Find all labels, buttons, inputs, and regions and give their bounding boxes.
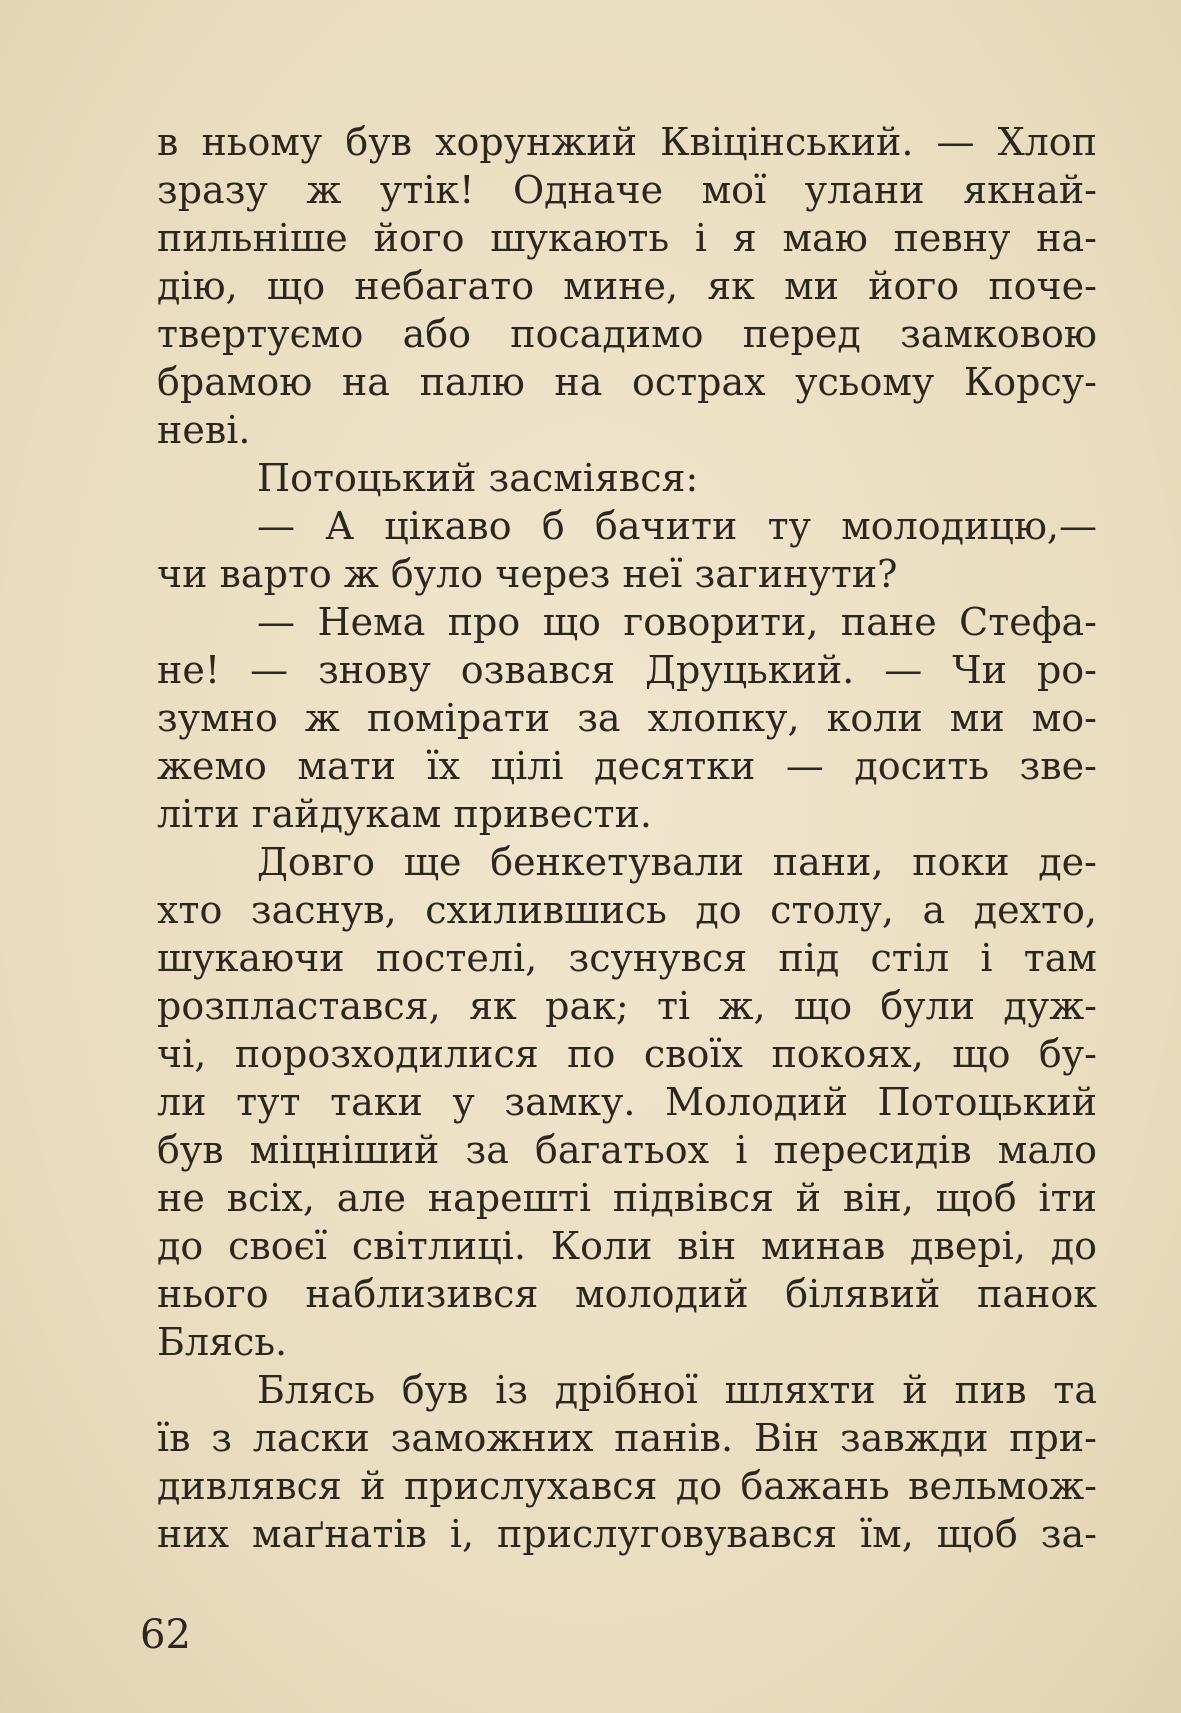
text-line: до своєї світлиці. Коли він минав двері, до <box>157 1224 1097 1268</box>
text-line: Довго ще бенкетували пани, поки де- <box>257 840 1097 884</box>
text-line: пильніше його шукають і я маю певну на- <box>157 216 1097 260</box>
text-line: зумно ж помірати за хлопку, коли ми мо- <box>157 696 1097 740</box>
text-line: дивлявся й прислухався до бажань вельмож- <box>157 1464 1097 1508</box>
text-line: літи гайдукам привести. <box>157 792 652 836</box>
text-line: них маґнатів і, прислуговувався їм, щоб за- <box>157 1512 1097 1556</box>
text-line: твертуємо або посадимо перед замковою <box>157 312 1097 356</box>
text-line: розпластався, як рак; ті ж, що були дуж- <box>157 984 1097 1028</box>
text-line: в ньому був хорунжий Квіцінський. — Хлоп <box>157 120 1097 164</box>
text-line: Блясь. <box>157 1320 288 1364</box>
text-line: чи варто ж було через неї загинути? <box>157 552 898 596</box>
text-line: Блясь був із дрібної шляхти й пив та <box>257 1368 1097 1412</box>
text-line: їв з ласки заможних панів. Він завжди при- <box>157 1416 1097 1460</box>
body-text <box>157 118 1097 1558</box>
text-line: Потоцький засміявся: <box>257 456 699 500</box>
text-line: чі, порозходилися по своїх покоях, що бу- <box>157 1032 1097 1076</box>
text-line: не! — знову озвався Друцький. — Чи ро- <box>157 648 1097 692</box>
text-line: хто заснув, схилившись до столу, а дехто, <box>157 888 1097 932</box>
text-line: був міцніший за багатьох і пересидів мало <box>157 1128 1097 1172</box>
text-line: брамою на палю на острах усьому Корсу- <box>157 360 1097 404</box>
text-line: ли тут таки у замку. Молодий Потоцький <box>157 1080 1097 1124</box>
text-line: неві. <box>157 408 251 452</box>
text-line: не всіх, але нарешті підвівся й він, щоб іти <box>157 1176 1097 1220</box>
text-line: жемо мати їх цілі десятки — досить зве- <box>157 744 1097 788</box>
text-line: зразу ж утік! Одначе мої улани якнай- <box>157 168 1097 212</box>
text-line: нього наблизився молодий білявий панок <box>157 1272 1097 1316</box>
text-line: шукаючи постелі, зсунувся під стіл і там <box>157 936 1097 980</box>
text-line: — Нема про що говорити, пане Стефа- <box>257 600 1097 644</box>
text-line: дію, що небагато мине, як ми його поче- <box>157 264 1097 308</box>
text-line: — А цікаво б бачити ту молодицю,— <box>257 504 1097 548</box>
page-number: 62 <box>140 1612 191 1658</box>
